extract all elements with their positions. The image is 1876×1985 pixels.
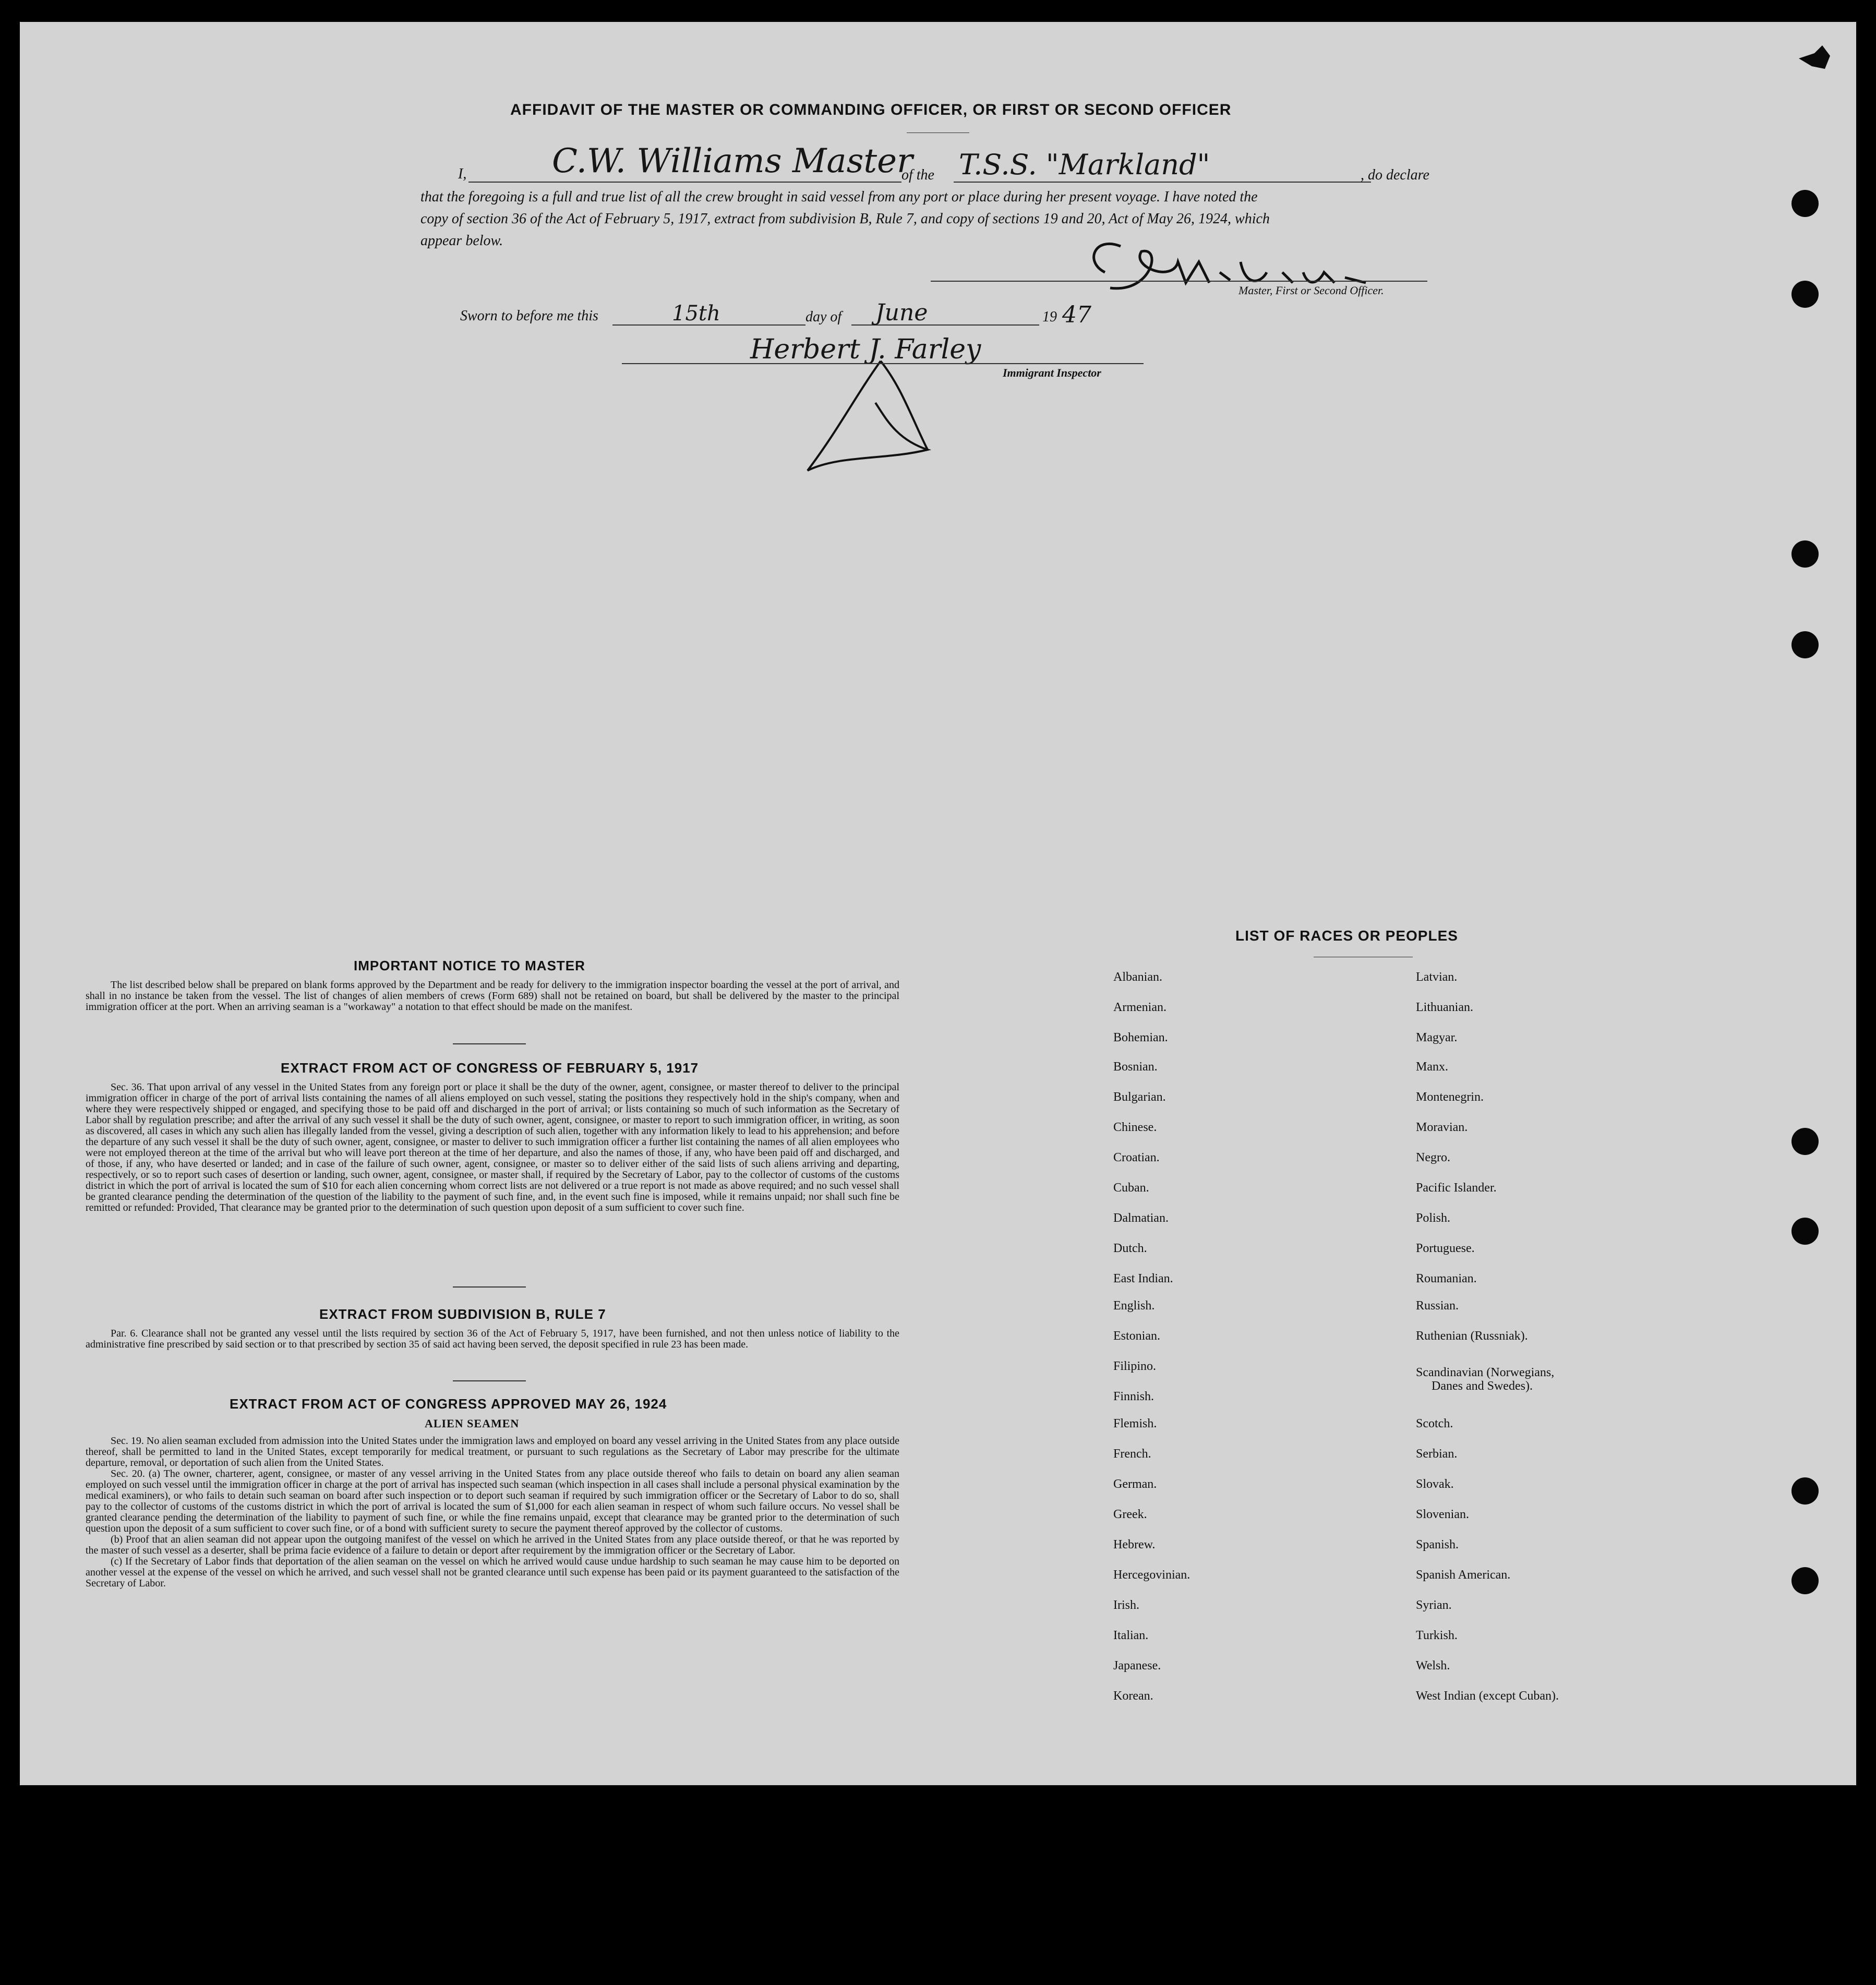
race-item: Hercegovinian. bbox=[1113, 1568, 1190, 1582]
race-item: Bulgarian. bbox=[1113, 1090, 1166, 1104]
race-item: Estonian. bbox=[1113, 1329, 1160, 1343]
race-item: French. bbox=[1113, 1447, 1151, 1461]
race-item: Magyar. bbox=[1416, 1031, 1458, 1044]
master-signature-line bbox=[931, 281, 1427, 282]
race-item: Latvian. bbox=[1416, 970, 1458, 984]
i-label: I, bbox=[458, 166, 467, 182]
extract-1924-title: EXTRACT FROM ACT OF CONGRESS APPROVED MAY 26, 1924 bbox=[230, 1396, 667, 1412]
race-item: Italian. bbox=[1113, 1629, 1149, 1642]
declaration-line-2: copy of section 36 of the Act of February 5, 1917, extract from subdivision B, Rule 7, and copy of sections 19 and 20, Act of May 26, 1924, which bbox=[420, 211, 1270, 227]
of-the-label: of the bbox=[901, 167, 934, 183]
month-handwriting: June bbox=[875, 299, 928, 326]
race-item: East Indian. bbox=[1113, 1272, 1173, 1285]
race-item: Manx. bbox=[1416, 1060, 1448, 1074]
race-item: Danes and Swedes). bbox=[1432, 1379, 1533, 1393]
extract-1917-body bbox=[86, 1082, 899, 1213]
notice-title: IMPORTANT NOTICE TO MASTER bbox=[354, 958, 585, 973]
race-item: West Indian (except Cuban). bbox=[1416, 1689, 1559, 1703]
vessel-name-line bbox=[954, 182, 1371, 183]
master-caption: Master, First or Second Officer. bbox=[1238, 284, 1384, 297]
punch-hole bbox=[1791, 1567, 1819, 1594]
race-item: Flemish. bbox=[1113, 1417, 1157, 1430]
punch-hole bbox=[1791, 281, 1819, 308]
declaration-line-1: that the foregoing is a full and true list of all the crew brought in said vessel from any port or place during her present voyage. I have noted the bbox=[420, 189, 1258, 205]
race-item: Bohemian. bbox=[1113, 1031, 1168, 1044]
race-item: Dutch. bbox=[1113, 1242, 1147, 1255]
punch-hole bbox=[1791, 631, 1819, 658]
day-of-label: day of bbox=[805, 309, 842, 325]
race-item: Japanese. bbox=[1113, 1659, 1161, 1673]
race-item: English. bbox=[1113, 1299, 1155, 1313]
race-item: Welsh. bbox=[1416, 1659, 1450, 1673]
torn-corner-mark bbox=[1794, 43, 1841, 85]
race-item: Slovak. bbox=[1416, 1477, 1454, 1491]
race-item: Croatian. bbox=[1113, 1151, 1160, 1164]
rule-7-title: EXTRACT FROM SUBDIVISION B, RULE 7 bbox=[319, 1306, 606, 1322]
punch-hole bbox=[1791, 1128, 1819, 1155]
inspector-line bbox=[622, 363, 1144, 364]
race-item: Pacific Islander. bbox=[1416, 1181, 1497, 1195]
race-item: Moravian. bbox=[1416, 1121, 1468, 1134]
race-item: Cuban. bbox=[1113, 1181, 1149, 1195]
race-item: Lithuanian. bbox=[1416, 1001, 1473, 1014]
race-item: Negro. bbox=[1416, 1151, 1450, 1164]
race-item: Syrian. bbox=[1416, 1598, 1452, 1612]
punch-hole bbox=[1791, 540, 1819, 568]
punch-hole bbox=[1791, 1218, 1819, 1245]
race-item: Slovenian. bbox=[1416, 1508, 1469, 1521]
section-36-text: Sec. 36. That upon arrival of any vessel in the United States from any foreign port or place it shall be the duty of the owner, agent, consignee, or master thereof to deliver to the principal immigration officer in charge of the port of arrival lists containing the names of all aliens employed on such vessel, stating the positions they respectively hold in the ship's company, when and where they were respectively shipped or engaged, and specifying those to be paid off and discharged in the port of arrival; or lists containing so much of such information as the Secretary of Labor shall by regulation prescribe; and after the arrival of any such vessel it shall be the duty of such owner, agent, consignee, or master to report to such immigration officer, in writing, as soon as discovered, all cases in which any such alien has illegally landed from the vessel, giving a description of such alien, together with any information likely to lead to his apprehension; and before the departure of any such vessel it shall be the duty of such owner, agent, consignee, or master to deliver to such immigration officer a further list containing the names of all alien employees who were not employed thereon at the time of the arrival but who will leave port thereon at the time of her departure, and also the names of those, if any, who have been paid off and discharged, and of those, if any, who have deserted or landed; and in case of the failure of such owner, agent, consignee, or master so to deliver either of the said lists of such aliens arriving and departing, respectively, or so to report such cases of desertion or landing, such owner, agent, consignee, or master shall, if required by the Secretary of Labor, pay to the collector of customs of the customs district in which the port of arrival is located the sum of $10 for each alien concerning whom correct lists are not delivered or a true report is not made as above required; and no such vessel shall be granted clearance pending the determination of the question of the liability to the payment of such fine, and, in the event such fine is imposed, while it remains unpaid; nor shall such fine be remitted or refunded: Provided, That clearance may be granted prior to the determination of such question upon deposit of a sum sufficient to cover such fine. bbox=[86, 1081, 899, 1213]
punch-hole bbox=[1791, 190, 1819, 217]
race-item: Hebrew. bbox=[1113, 1538, 1156, 1551]
race-item: Serbian. bbox=[1416, 1447, 1458, 1461]
race-item: Armenian. bbox=[1113, 1001, 1167, 1014]
affidavit-title: AFFIDAVIT OF THE MASTER OR COMMANDING OFFICER, OR FIRST OR SECOND OFFICER bbox=[510, 101, 1232, 118]
race-item: Montenegrin. bbox=[1416, 1090, 1484, 1104]
divider bbox=[453, 1043, 526, 1044]
year-prefix: 19 bbox=[1042, 309, 1057, 325]
race-item: German. bbox=[1113, 1477, 1157, 1491]
race-item: Chinese. bbox=[1113, 1121, 1157, 1134]
races-title: LIST OF RACES OR PEOPLES bbox=[1235, 928, 1458, 944]
declaration-line-3: appear below. bbox=[420, 233, 503, 249]
inspector-signature-flourish bbox=[792, 356, 980, 481]
alien-seamen-subtitle: ALIEN SEAMEN bbox=[425, 1417, 520, 1430]
race-item: Turkish. bbox=[1416, 1629, 1458, 1642]
master-name-line bbox=[468, 182, 901, 183]
extract-1924-body bbox=[86, 1436, 899, 1589]
paragraph-6-text: Par. 6. Clearance shall not be granted any vessel until the lists required by section 36 of the Act of February 5, 1917, have been furnished, and not then unless notice of liability to the administrative fine prescribed by said section or to that prescribed by section 35 of said act having been served, the deposit specified in rule 23 has been made. bbox=[86, 1328, 899, 1350]
notice-body bbox=[86, 980, 899, 1013]
inspector-caption: Immigrant Inspector bbox=[1003, 366, 1101, 379]
race-item: Polish. bbox=[1416, 1211, 1451, 1225]
day-handwriting: 15th bbox=[672, 302, 720, 326]
race-item: Bosnian. bbox=[1113, 1060, 1158, 1074]
race-item: Irish. bbox=[1113, 1598, 1139, 1612]
year-handwriting: 47 bbox=[1062, 302, 1091, 328]
section-19-text: Sec. 19. No alien seaman excluded from admission into the United States under the immigration laws and employed on board any vessel arriving in the United States from any place outside thereof, shall be permitted to land in the United States, except temporarily for medical treatment, or pursuant to such regulations as the Secretary of Labor may prescribe for the ultimate departure, removal, or deportation of such alien from the United States. bbox=[86, 1435, 899, 1469]
sworn-label: Sworn to before me this bbox=[460, 308, 598, 324]
race-item: Filipino. bbox=[1113, 1360, 1157, 1373]
race-item: Korean. bbox=[1113, 1689, 1153, 1703]
rule-7-body bbox=[86, 1328, 899, 1350]
race-item: Roumanian. bbox=[1416, 1272, 1477, 1285]
notice-text: The list described below shall be prepared on blank forms approved by the Department and be ready for delivery to the immigration inspector boarding the vessel at the port of arrival, and shall in no instance be taken from the vessel. The list of changes of alien members of crews (Form 689) shall not be retained on board, but shall be delivered by the master to the principal immigration officer at the port. When an arriving seaman is a "workaway" a notation to that effect should be made on the manifest. bbox=[86, 979, 899, 1013]
race-item: Finnish. bbox=[1113, 1390, 1155, 1403]
punch-hole bbox=[1791, 1477, 1819, 1505]
race-item: Scotch. bbox=[1416, 1417, 1453, 1430]
race-item: Spanish. bbox=[1416, 1538, 1459, 1551]
section-20c-text: (c) If the Secretary of Labor finds that deportation of the alien seaman on the vessel on which he arrived would cause undue hardship to such seaman he may cause him to be deported on another vessel at the expense of the vessel on which he arrived, and such vessel shall not be granted clearance until such expense has been paid or its payment guaranteed to the satisfaction of the Secretary of Labor. bbox=[86, 1556, 899, 1589]
section-20a-text: Sec. 20. (a) The owner, charterer, agent, consignee, or master of any vessel arriving in the United States from any place outside thereof who fails to detain on board any alien seaman employed on such vessel until the immigration officer in charge at the port of arrival has inspected such seaman (which inspection in all cases shall include a personal physical examination by the medical examiners), or who fails to detain such seaman on board after such inspection or to deport such seaman if required by such immigration officer or the Secretary of Labor to do so, shall pay to the collector of customs of the customs district in which the port of arrival is located the sum of $1,000 for each alien seaman in respect of whom such failure occurs. No vessel shall be granted clearance pending the determination of the liability to payment of such fine, or while the fine remains unpaid, except that clearance may be granted prior to the determination of such question upon the deposit of a sum sufficient to cover such fine, or of a bond with sufficient surety to secure the payment thereof approved by the collector of customs. bbox=[86, 1468, 899, 1534]
document-page bbox=[20, 22, 1856, 1785]
race-item: Dalmatian. bbox=[1113, 1211, 1169, 1225]
race-item: Greek. bbox=[1113, 1508, 1147, 1521]
divider bbox=[453, 1380, 526, 1381]
race-item: Portuguese. bbox=[1416, 1242, 1475, 1255]
do-declare-label: , do declare bbox=[1361, 167, 1429, 183]
vessel-name-handwriting: T.S.S. "Markland" bbox=[959, 148, 1210, 181]
race-item: Ruthenian (Russniak). bbox=[1416, 1329, 1528, 1343]
master-name-handwriting: C.W. Williams Master bbox=[552, 142, 913, 181]
race-item: Spanish American. bbox=[1416, 1568, 1511, 1582]
extract-1917-title: EXTRACT FROM ACT OF CONGRESS OF FEBRUARY 5, 1917 bbox=[281, 1060, 699, 1076]
section-20b-text: (b) Proof that an alien seaman did not appear upon the outgoing manifest of the vessel on which he arrived in the United States from any place outside thereof, or that he was reported by the master of such vessel as a deserter, shall be prima facie evidence of a failure to detain or deport after requirement by the immigration officer or the Secretary of Labor. bbox=[86, 1534, 899, 1556]
inspector-signature: Herbert J. Farley bbox=[750, 334, 981, 365]
race-item: Albanian. bbox=[1113, 970, 1162, 984]
race-item: Russian. bbox=[1416, 1299, 1459, 1313]
divider bbox=[453, 1286, 526, 1288]
race-item: Scandinavian (Norwegians, bbox=[1416, 1366, 1555, 1379]
